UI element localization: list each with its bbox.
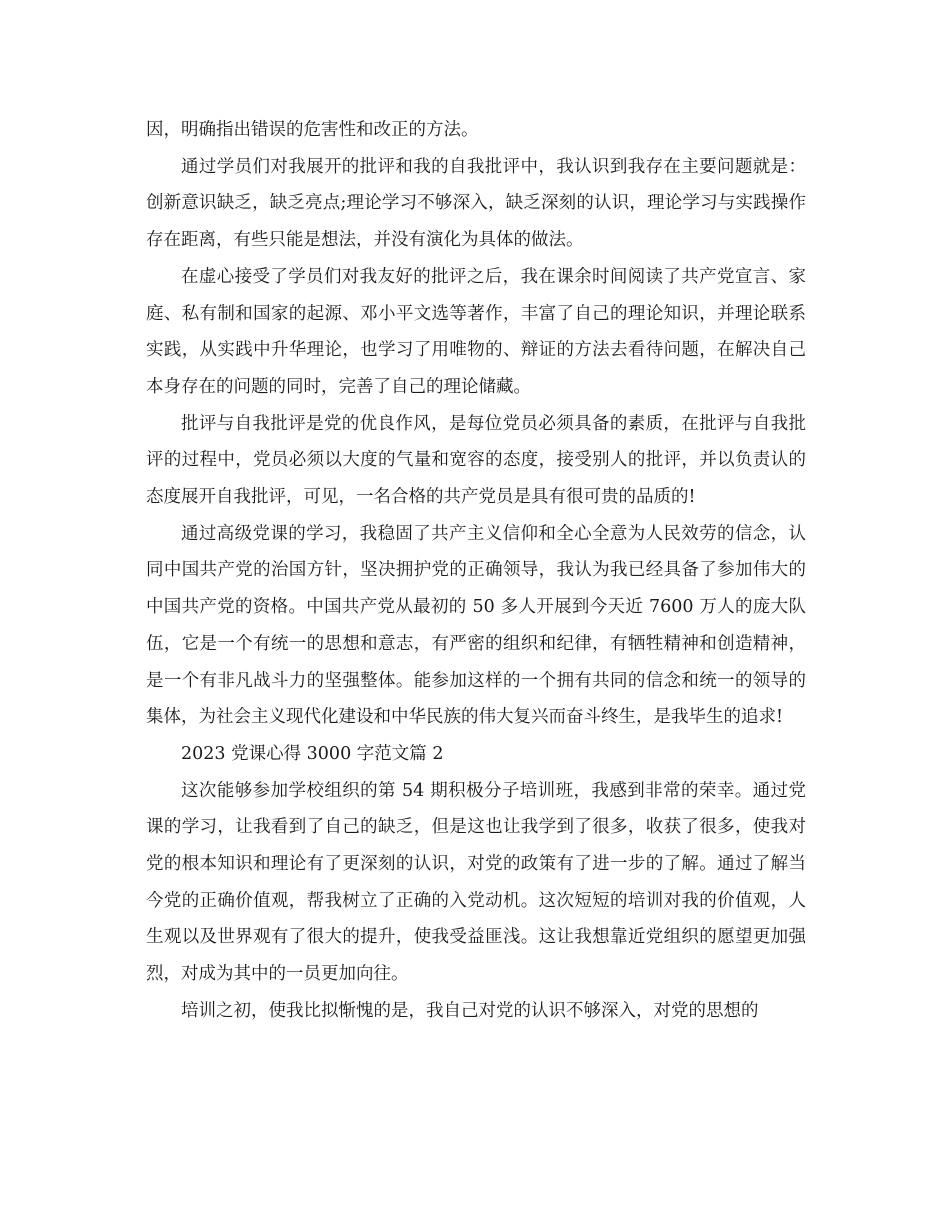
paragraph-training-class: 这次能够参加学校组织的第 54 期积极分子培训班，我感到非常的荣幸。通过党课的学习，让我看到了自己的缺乏，但是这也让我学到了很多，收获了很多，使我对党的根本知识和理论有了更深刻的认识，对党的政策有了进一步的了解。通过了解当今党的正确价值观，帮我树立了正确的入党动机。这次短短的培训对我的价值观，人生观以及世界观有了很大的提升，使我受益匪浅。这让我想靠近党组织的愿望更加强烈，对成为其中的一员更加向往。	[146, 780, 806, 985]
paragraph-continuation: 因，明确指出错误的危害性和改正的方法。	[146, 120, 479, 140]
section-heading: 2023 党课心得 3000 字范文篇 2	[181, 743, 444, 764]
paragraph-advanced-course: 通过高级党课的学习，我稳固了共产主义信仰和全心全意为人民效劳的信念，认同中国共产党的治国方针，坚决拥护党的正确领导，我认为我已经具备了参加伟大的中国共产党的资格。中国共产党从最初的 50 多人开展到今天近 7600 万人的庞大队伍，它是一个有统一的思想和意志，有严密的组织和纪律，有牺牲精神和创造精神，是一个有非凡战斗力的坚强整体。能参加这样的一个拥有共同的信念和统一的领导的集体，为社会主义现代化建设和中华民族的伟大复兴而奋斗终生，是我毕生的追求!	[146, 523, 806, 728]
document-body	[146, 112, 806, 1030]
paragraph-reading-theory: 在虚心接受了学员们对我友好的批评之后，我在课余时间阅读了共产党宣言、家庭、私有制和国家的起源、邓小平文选等著作，丰富了自己的理论知识，并理论联系实践，从实践中升华理论，也学习了用唯物的、辩证的方法去看待问题，在解决自己本身存在的问题的同时，完善了自己的理论储藏。	[146, 266, 806, 397]
paragraph-self-criticism-problems: 通过学员们对我展开的批评和我的自我批评中，我认识到我存在主要问题就是：创新意识缺乏，缺乏亮点;理论学习不够深入，缺乏深刻的认识，理论学习与实践操作存在距离，有些只能是想法，并没有演化为具体的做法。	[146, 156, 806, 251]
paragraph-training-beginning: 培训之初，使我比拟惭愧的是，我自己对党的认识不够深入，对党的思想的	[181, 1000, 759, 1021]
paragraph-criticism-style: 批评与自我批评是党的优良作风，是每位党员必须具备的素质，在批评与自我批评的过程中，党员必须以大度的气量和宽容的态度，接受别人的批评，并以负责认的态度展开自我批评，可见，一名合格的共产党员是具有很可贵的品质的!	[146, 413, 806, 508]
